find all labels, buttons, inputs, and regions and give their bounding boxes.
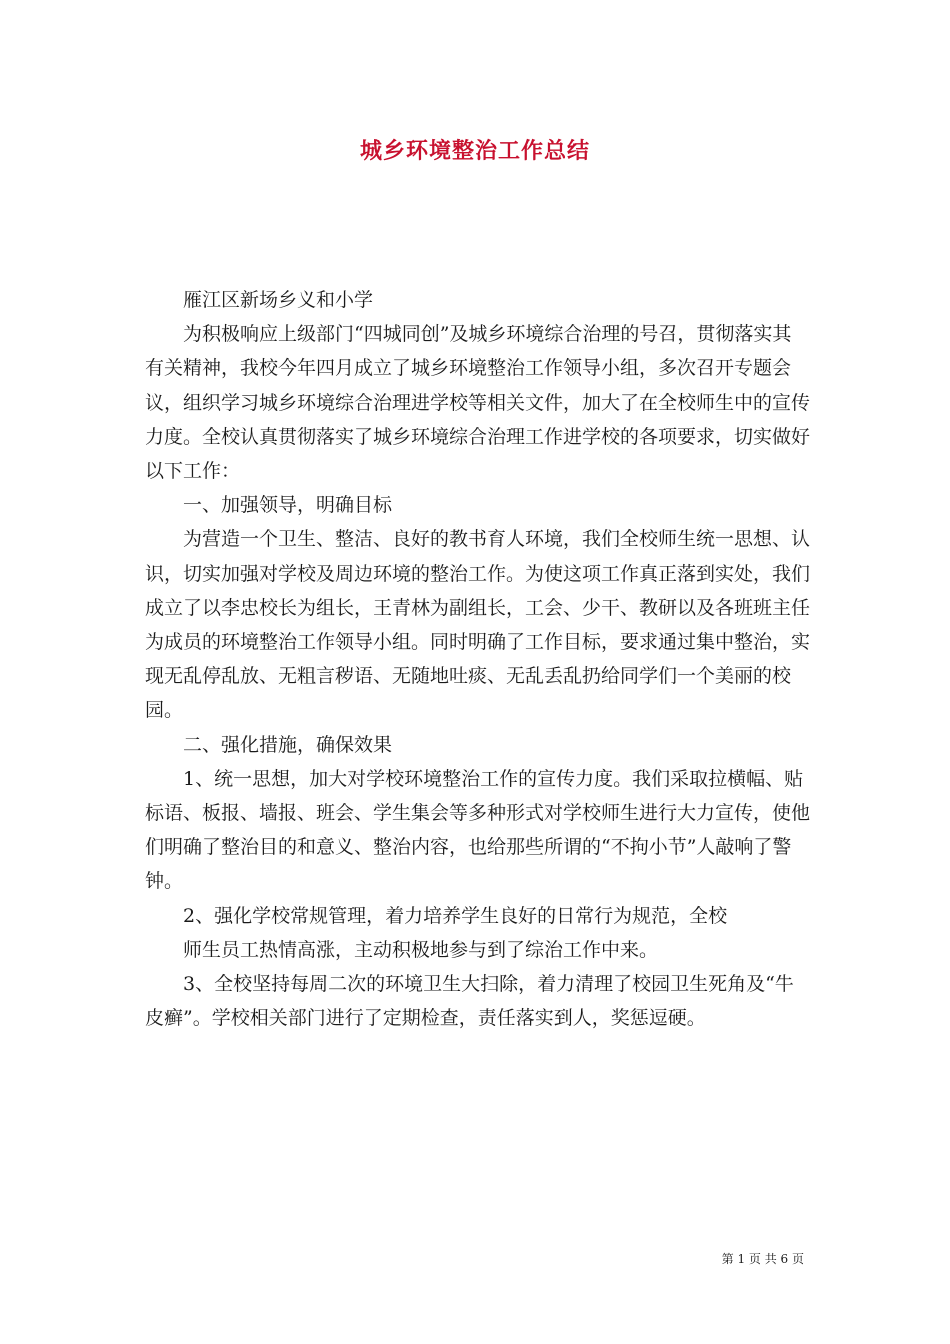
measure-1-paragraph: 1、统一思想，加大对学校环境整治工作的宣传力度。我们采取拉横幅、贴标语、板报、墙报、班会、学生集会等多种形式对学校师生进行大力宣传，使他们明确了整治目的和意义、整治内容，也给那些所谓的“不拘小节”人敲响了警钟。 [145, 767, 811, 893]
measure-3-paragraph: 3、全校坚持每周二次的环境卫生大扫除，着力清理了校园卫生死角及“牛皮癣”。学校相关部门进行了定期检查，责任落实到人，奖惩逗硬。 [145, 973, 794, 1030]
measure-2-continuation: 师生员工热情高涨，主动积极地参与到了综治工作中来。 [183, 938, 659, 961]
section-heading-2: 二、强化措施，确保效果 [183, 733, 393, 756]
document-body [145, 283, 810, 1035]
section-heading-1: 一、加强领导，明确目标 [183, 494, 393, 517]
intro-paragraph: 为积极响应上级部门“四城同创”及城乡环境综合治理的号召，贯彻落实其有关精神，我校今年四月成立了城乡环境整治工作领导小组，多次召开专题会议，组织学习城乡环境综合治理进学校等相关文件，加大了在全校师生中的宣传力度。全校认真贯彻落实了城乡环境综合治理工作进学校的各项要求，切实做好以下工作： [145, 323, 811, 483]
page-number: 第 1 页 共 6 页 [721, 1252, 804, 1266]
document-title: 城乡环境整治工作总结 [359, 138, 590, 164]
section-1-paragraph: 为营造一个卫生、整洁、良好的教书育人环境，我们全校师生统一思想、认识，切实加强对学校及周边环境的整治工作。为使这项工作真正落到实处，我们成立了以李忠校长为组长，王青林为副组长，工会、少干、教研以及各班班主任为成员的环境整治工作领导小组。同时明确了工作目标，要求通过集中整治，实现无乱停乱放、无粗言秽语、无随地吐痰、无乱丢乱扔给同学们一个美丽的校园。 [145, 528, 811, 722]
school-name-paragraph: 雁江区新场乡义和小学 [183, 289, 374, 311]
measure-2-paragraph: 2、强化学校常规管理，着力培养学生良好的日常行为规范，全校 [183, 904, 728, 927]
